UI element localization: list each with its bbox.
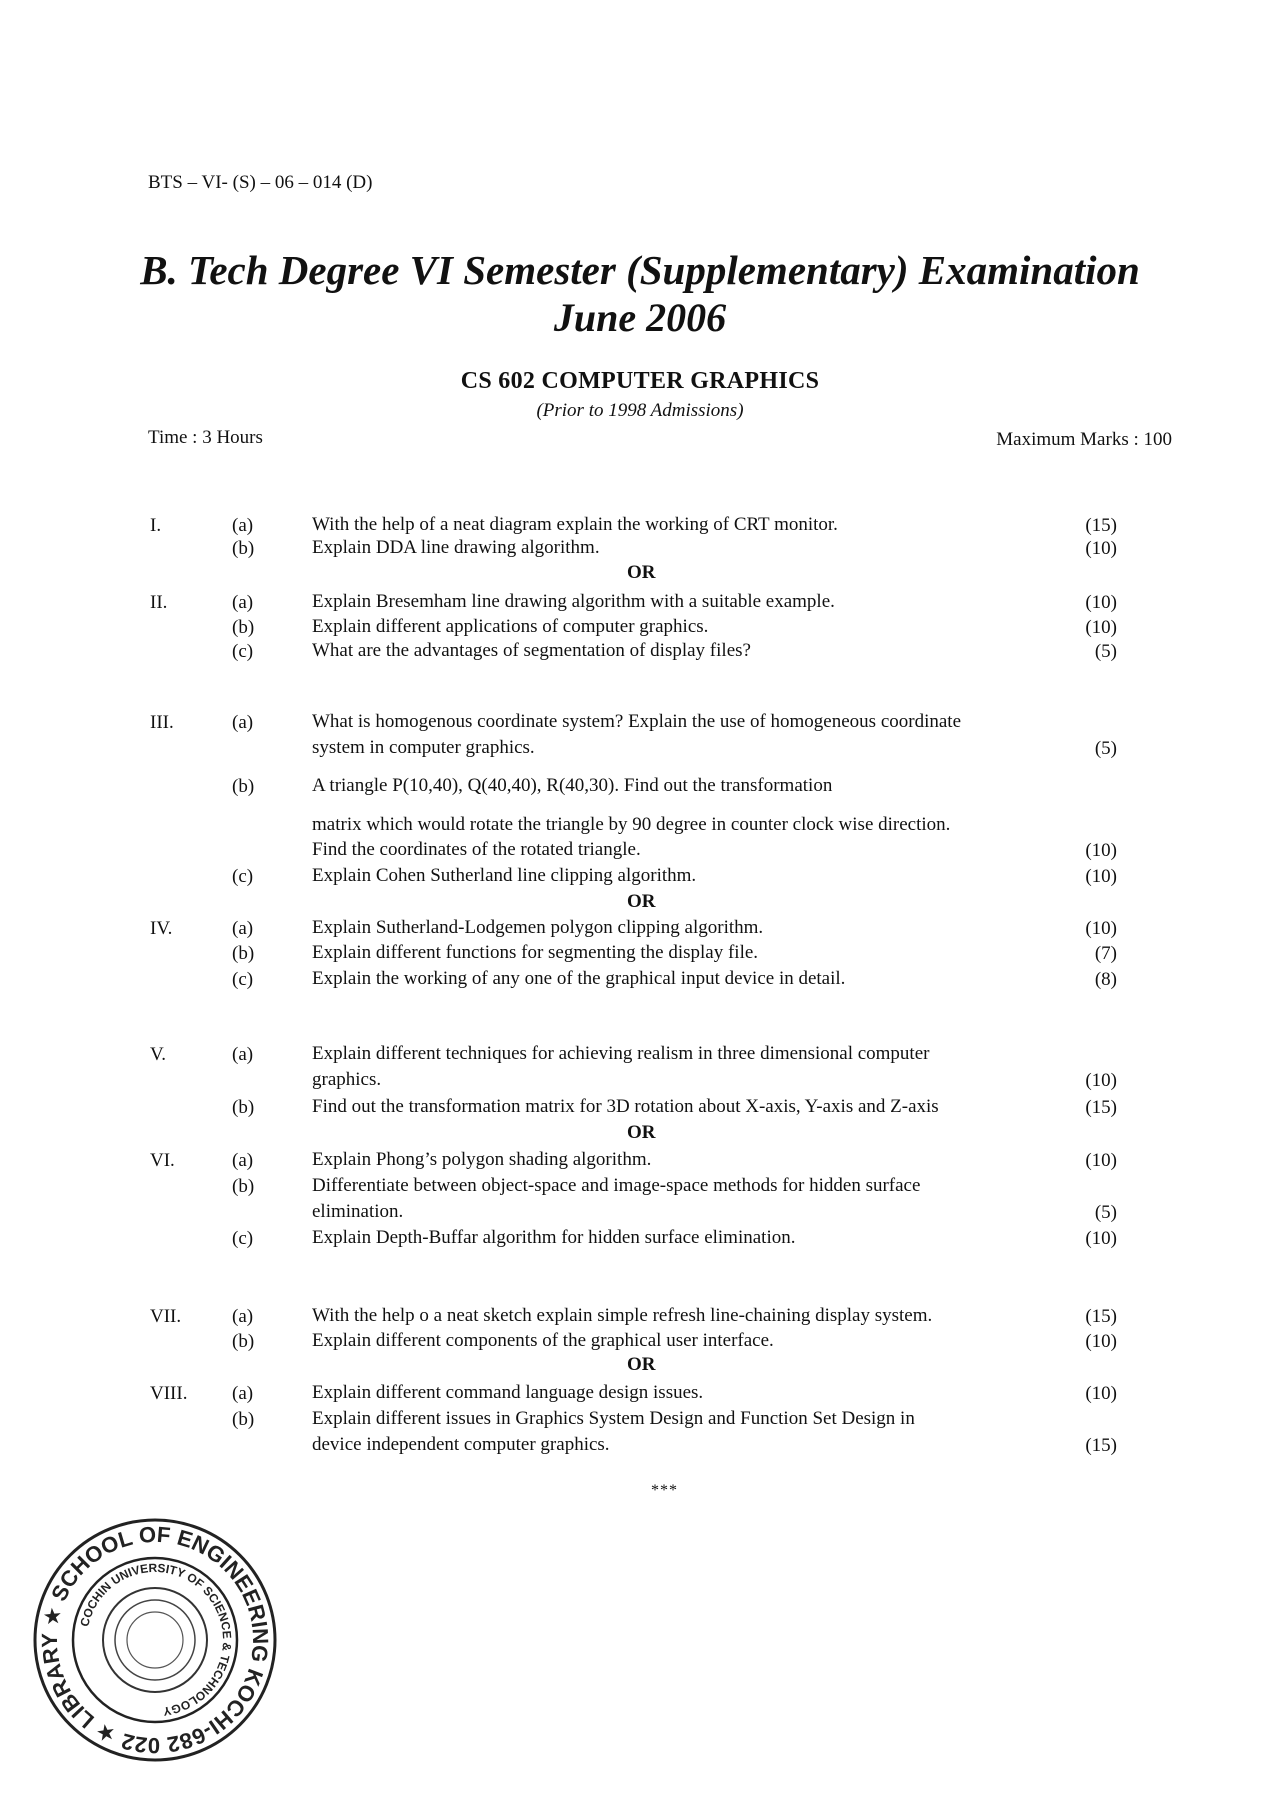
- sub-question-text: A triangle P(10,40), Q(40,40), R(40,30). Find out the transformation: [312, 775, 833, 796]
- marks-allotted: (15): [1085, 1435, 1117, 1456]
- sub-question-text: graphics.: [312, 1069, 382, 1090]
- marks-allotted: (5): [1094, 1202, 1117, 1223]
- time-allowed: Time : 3 Hours: [148, 427, 263, 448]
- sub-question-text: device independent computer graphics.: [312, 1434, 610, 1455]
- sub-question-label: (a): [232, 592, 254, 613]
- question-number: III.: [150, 712, 174, 733]
- question-number: IV.: [150, 918, 173, 939]
- marks-allotted: (10): [1085, 1070, 1117, 1091]
- sub-question-label: (a): [232, 712, 254, 733]
- sub-question-text: Find the coordinates of the rotated triangle.: [312, 839, 641, 860]
- sub-question-text: Explain Bresemham line drawing algorithm with a suitable example.: [312, 591, 835, 612]
- question-number: V.: [150, 1044, 167, 1065]
- question-number: I.: [150, 515, 162, 536]
- sub-question-label: (a): [232, 1306, 254, 1327]
- sub-question-label: (a): [232, 1150, 254, 1171]
- end-marker: ***: [651, 1482, 678, 1499]
- or-separator: OR: [627, 1122, 656, 1143]
- paper-code: BTS – VI- (S) – 06 – 014 (D): [148, 172, 373, 193]
- marks-allotted: (10): [1085, 538, 1117, 559]
- marks-allotted: (10): [1085, 866, 1117, 887]
- seal-outer-text: ★ SCHOOL OF ENGINEERING KOCHI-682 022 ★ LIBRARY: [36, 1521, 274, 1759]
- marks-allotted: (5): [1094, 738, 1117, 759]
- or-separator: OR: [627, 891, 656, 912]
- sub-question-label: (b): [232, 1409, 255, 1430]
- exam-date: June 2006: [553, 295, 727, 340]
- marks-allotted: (15): [1085, 1097, 1117, 1118]
- sub-question-text: What is homogenous coordinate system? Explain the use of homogeneous coordinate: [312, 711, 962, 732]
- or-separator: OR: [627, 1354, 656, 1375]
- marks-allotted: (5): [1094, 641, 1117, 662]
- exam-title: B. Tech Degree VI Semester (Supplementary) Examination: [140, 247, 1140, 293]
- sub-question-text: Explain DDA line drawing algorithm.: [312, 537, 600, 558]
- subject-title: CS 602 COMPUTER GRAPHICS: [460, 368, 820, 394]
- sub-question-label: (b): [232, 617, 255, 638]
- question-number: VI.: [150, 1150, 175, 1171]
- library-seal-stamp: [30, 1515, 280, 1765]
- sub-question-text: Explain different functions for segmenting the display file.: [312, 942, 759, 963]
- seal-inner-text: COCHIN UNIVERSITY OF SCIENCE & TECHNOLOGY: [77, 1560, 235, 1719]
- marks-allotted: (10): [1085, 840, 1117, 861]
- sub-question-label: (a): [232, 1383, 254, 1404]
- sub-question-label: (b): [232, 1331, 255, 1352]
- sub-question-label: (c): [232, 641, 254, 662]
- sub-question-text: system in computer graphics.: [312, 737, 535, 758]
- sub-question-text: Find out the transformation matrix for 3D rotation about X-axis, Y-axis and Z-axis: [312, 1096, 939, 1117]
- sub-question-text: Explain Phong’s polygon shading algorithm.: [312, 1149, 652, 1170]
- sub-question-text: With the help of a neat diagram explain the working of CRT monitor.: [312, 514, 838, 535]
- sub-question-label: (b): [232, 776, 255, 797]
- sub-question-text: Explain different command language design issues.: [312, 1382, 704, 1403]
- sub-question-label: (a): [232, 1044, 254, 1065]
- sub-question-text: matrix which would rotate the triangle by 90 degree in counter clock wise direction.: [312, 814, 951, 835]
- sub-question-text: Explain different techniques for achieving realism in three dimensional computer: [312, 1043, 930, 1064]
- question-number: II.: [150, 592, 168, 613]
- sub-question-text: Explain different components of the graphical user interface.: [312, 1330, 774, 1351]
- marks-allotted: (10): [1085, 592, 1117, 613]
- sub-question-label: (b): [232, 1176, 255, 1197]
- sub-question-text: Explain Depth-Buffar algorithm for hidden surface elimination.: [312, 1227, 796, 1248]
- marks-allotted: (10): [1085, 1150, 1117, 1171]
- sub-question-label: (b): [232, 1097, 255, 1118]
- sub-question-text: Differentiate between object-space and image-space methods for hidden surface: [312, 1175, 921, 1196]
- marks-allotted: (10): [1085, 1383, 1117, 1404]
- marks-allotted: (10): [1085, 918, 1117, 939]
- sub-question-label: (b): [232, 943, 255, 964]
- marks-allotted: (8): [1094, 969, 1117, 990]
- sub-question-label: (c): [232, 969, 254, 990]
- sub-question-label: (a): [232, 515, 254, 536]
- sub-question-label: (c): [232, 1228, 254, 1249]
- marks-allotted: (10): [1085, 1228, 1117, 1249]
- marks-allotted: (10): [1085, 617, 1117, 638]
- question-number: VII.: [150, 1306, 182, 1327]
- marks-allotted: (10): [1085, 1331, 1117, 1352]
- sub-question-label: (c): [232, 866, 254, 887]
- maximum-marks: Maximum Marks : 100: [996, 429, 1172, 450]
- sub-question-text: Explain Sutherland-Lodgemen polygon clipping algorithm.: [312, 917, 764, 938]
- marks-allotted: (15): [1085, 1306, 1117, 1327]
- marks-allotted: (15): [1085, 515, 1117, 536]
- admissions-note: (Prior to 1998 Admissions): [536, 400, 744, 421]
- sub-question-text: Explain Cohen Sutherland line clipping algorithm.: [312, 865, 697, 886]
- marks-allotted: (7): [1094, 943, 1117, 964]
- sub-question-text: elimination.: [312, 1201, 404, 1222]
- sub-question-text: With the help o a neat sketch explain simple refresh line-chaining display system.: [312, 1305, 933, 1326]
- sub-question-text: Explain the working of any one of the graphical input device in detail.: [312, 968, 846, 989]
- sub-question-label: (b): [232, 538, 255, 559]
- sub-question-text: Explain different applications of computer graphics.: [312, 616, 709, 637]
- or-separator: OR: [627, 562, 656, 583]
- question-number: VIII.: [150, 1383, 188, 1404]
- sub-question-text: What are the advantages of segmentation of display files?: [312, 640, 751, 661]
- sub-question-text: Explain different issues in Graphics System Design and Function Set Design in: [312, 1408, 915, 1429]
- sub-question-label: (a): [232, 918, 254, 939]
